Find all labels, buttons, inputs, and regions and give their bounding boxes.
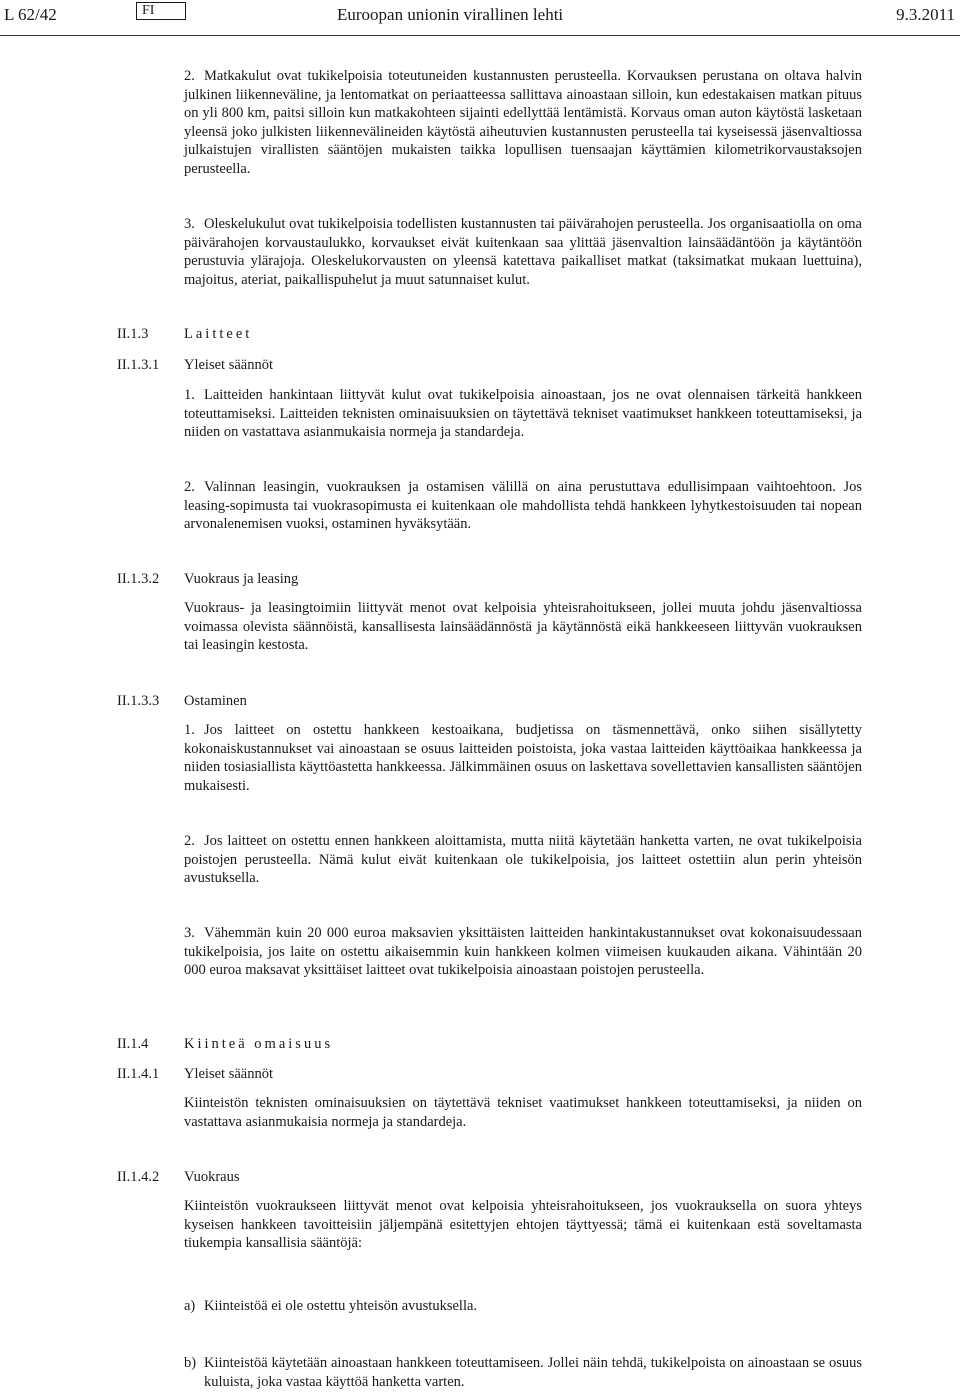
header-divider bbox=[0, 35, 960, 36]
subsection-title: Yleiset säännöt bbox=[184, 357, 273, 373]
language-code-box: FI bbox=[136, 2, 186, 20]
list-item-label: a) bbox=[184, 1298, 196, 1314]
property-general-paragraph: Kiinteistön teknisten ominaisuuksien on täytettävä tekniset vaatimukset hankkeen toteuttamiseksi, ja niiden on vastattava asianmukaisia normeja ja standardeja. bbox=[184, 1095, 862, 1130]
section-title: Laitteet bbox=[184, 326, 253, 342]
purchase-paragraph-1: Jos laitteet on ostettu hankkeen kestoaikana, budjetissa on täsmennettävä, onko siihen sisällytetty kokonaiskustannukset vai ainoastaan se osuus laitteiden poistoista, joka vastaa laitteiden käyttöaikaa hankkeessa ja niiden tosiasiallista käyttöastetta hankkeessa. Jälkimmäinen osuus on laskettava sovellettavien kansallisten sääntöjen mukaisesti. bbox=[184, 722, 862, 794]
rental-leasing-paragraph: Vuokraus- ja leasingtoimiin liittyvät menot ovat kelpoisia yhteisrahoitukseen, jollei muuta johdu jäsenvaltiossa voimassa olevista säännöistä, kansallisesta lainsäädännöstä ja käytännöstä eikä hankkeeseen liittyvän vuokrauksen tai leasingin kestosta. bbox=[184, 600, 862, 653]
section-title: Kiinteä omaisuus bbox=[184, 1036, 334, 1052]
subsection-title: Vuokraus bbox=[184, 1169, 240, 1185]
section-number: II.1.3 bbox=[117, 326, 149, 342]
section-number: II.1.4 bbox=[117, 1036, 149, 1052]
page-reference: L 62/42 bbox=[4, 5, 57, 24]
equipment-general-paragraph-1: Laitteiden hankintaan liittyvät kulut ovat tukikelpoisia ainoastaan, jos ne ovat olennaisen tärkeitä hankkeen toteuttamiseksi. Laitteiden teknisten ominaisuuksien on täytettävä tekniset vaatimukset hankkeen toteuttamiseksi, ja niiden on vastattava asianmukaisia normeja ja standardeja. bbox=[184, 387, 862, 440]
purchase-paragraph-2: Jos laitteet on ostettu ennen hankkeen aloittamista, mutta niitä käytetään hanketta varten, ne ovat tukikelpoisia poistojen perusteella. Nämä kulut eivät kuitenkaan ole tukikelpoisia, jos laitteet ostettiin alun perin yhteisön avustuksella. bbox=[184, 833, 862, 886]
list-item-b: Kiinteistöä käytetään ainoastaan hankkeen toteuttamiseen. Jollei näin tehdä, tukikelpoista on ainoastaan se osuus kuluista, joka vastaa käyttöä hanketta varten. bbox=[204, 1355, 862, 1390]
subsection-title: Vuokraus ja leasing bbox=[184, 571, 299, 587]
equipment-general-paragraph-2: Valinnan leasingin, vuokrauksen ja ostamisen välillä on aina perustuttava edullisimpaan vaihtoehtoon. Jos leasing-sopimusta tai vuokrasopimusta ei kuitenkaan ole mahdollista tehdä hankkeen lyhytkestoisuuden tai nopean arvonalenemisen vuoksi, ostaminen hyväksytään. bbox=[184, 479, 862, 532]
paragraph-number: 2. bbox=[184, 479, 195, 495]
paragraph-number: 3. bbox=[184, 925, 195, 941]
list-item-a: Kiinteistöä ei ole ostettu yhteisön avustuksella. bbox=[204, 1298, 478, 1314]
subsection-number: II.1.3.2 bbox=[117, 571, 160, 587]
subsection-number: II.1.3.3 bbox=[117, 693, 160, 709]
paragraph-number: 2. bbox=[184, 833, 195, 849]
subsection-number: II.1.3.1 bbox=[117, 357, 160, 373]
subsection-number: II.1.4.1 bbox=[117, 1066, 160, 1082]
paragraph-number: 1. bbox=[184, 722, 195, 738]
journal-title: Euroopan unionin virallinen lehti bbox=[337, 5, 564, 24]
subsection-number: II.1.4.2 bbox=[117, 1169, 160, 1185]
travel-costs-paragraph: Matkakulut ovat tukikelpoisia toteutuneiden kustannusten perusteella. Korvauksen perustana on oltava halvin julkinen liikenneväline, ja lentomatkat on periaatteessa sallittava ainoastaan silloin, kun edestakaisen matkan pituus on yli 800 km, paitsi silloin kun matkakohteen sijainti edellyttää lentämistä. Korvaus oman auton käytöstä lasketaan yleensä joko julkisten liikennevälineiden käytöstä aiheutuvien kustannusten perusteella tai kyseisessä jäsenvaltiossa julkaistujen virallisten sääntöjen mukaisten taikka lopullisen tuensaajan käyttämien kilometrikorvaustaksojen perusteella. bbox=[184, 68, 862, 177]
list-item-label: b) bbox=[184, 1355, 197, 1371]
paragraph-number: 1. bbox=[184, 387, 195, 403]
publication-date: 9.3.2011 bbox=[896, 5, 955, 24]
subsistence-costs-paragraph: Oleskelukulut ovat tukikelpoisia todellisten kustannusten tai päivärahojen perusteella. Jos organisaatiolla on oma päivärahojen korvaustaulukko, korvaukset eivät kuitenkaan saa ylittää jäsenvaltion lainsäädäntöön ja käytäntöön perustuvia ylärajoja. Oleskelukorvausten on yleensä katettava paikalliset matkat (taksimatkat mukaan luettuina), majoitus, ateriat, paikallispuhelut ja muut satunnaiset kulut. bbox=[184, 216, 862, 288]
paragraph-number: 2. bbox=[184, 68, 195, 84]
subsection-title: Yleiset säännöt bbox=[184, 1066, 273, 1082]
subsection-title: Ostaminen bbox=[184, 693, 247, 709]
paragraph-number: 3. bbox=[184, 216, 195, 232]
page-header bbox=[0, 0, 960, 30]
property-rental-paragraph: Kiinteistön vuokraukseen liittyvät menot ovat kelpoisia yhteisrahoitukseen, jos vuokrauksella on suora yhteys kyseisen hankkeen tavoitteisiin jäljempänä esitettyjen ehtojen täyttyessä; tämä ei kuitenkaan estä soveltamasta tiukempia kansallisia sääntöjä: bbox=[184, 1198, 862, 1251]
purchase-paragraph-3: Vähemmän kuin 20 000 euroa maksavien yksittäisten laitteiden hankintakustannukset ovat kokonaisuudessaan tukikelpoisia, jos laite on ostettu aikaisemmin kuin hankkeen kolmen viimeisen kuukauden aikana. Vähintään 20 000 euroa maksavat yksittäiset laitteet ovat tukikelpoisia ainoastaan poistojen perusteella. bbox=[184, 925, 862, 978]
